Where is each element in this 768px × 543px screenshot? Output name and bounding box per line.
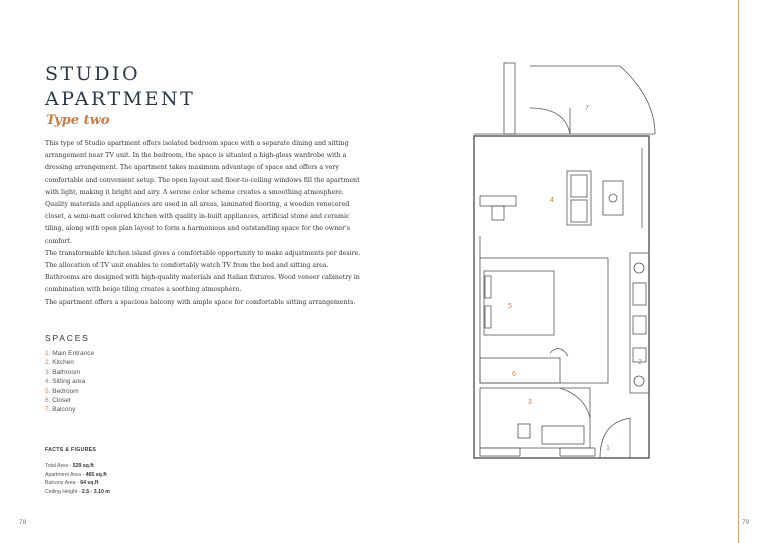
page-title bbox=[45, 62, 195, 112]
plan-label-entrance: 1 bbox=[606, 445, 610, 452]
plan-label-kitchen: 2 bbox=[638, 359, 642, 366]
title-line-1: STUDIO bbox=[45, 63, 141, 85]
description-paragraph: The apartment offers a spacious balcony with ample space for comfortable sitting arrangements. bbox=[45, 298, 356, 306]
fact-item: Balcony Area - 64 sq.ft bbox=[45, 480, 99, 487]
facts-list bbox=[45, 462, 110, 496]
fact-item: Ceiling Height - 2.5 - 3.10 m bbox=[45, 488, 110, 495]
pillow bbox=[485, 276, 491, 298]
plan-label-balcony: 7 bbox=[585, 105, 589, 112]
plan-label-closet: 6 bbox=[512, 371, 516, 378]
sofa-cushion bbox=[571, 175, 587, 197]
bedroom-room bbox=[480, 258, 608, 383]
sink bbox=[633, 316, 646, 334]
list-item: 2. Kitchen bbox=[45, 359, 74, 367]
sofa bbox=[567, 171, 591, 225]
plan-label-sitting: 4 bbox=[550, 197, 554, 204]
fact-item: Total Area - 529 sq.ft bbox=[45, 463, 94, 469]
hob bbox=[633, 283, 646, 305]
fact-item: Apartment Area - 465 sq.ft bbox=[45, 471, 107, 478]
bathroom bbox=[480, 388, 590, 448]
description-paragraph: Bathrooms are designed with high-quality materials and Italian fixtures. Wood veneer cabinetry in combination with beige tiling creates a soothing atmosphere. bbox=[45, 274, 360, 294]
desk bbox=[480, 196, 516, 206]
spaces-list bbox=[45, 349, 94, 415]
list-item: 5. Bedroom bbox=[45, 387, 79, 395]
description-text bbox=[45, 138, 363, 309]
balcony-door-swing bbox=[530, 108, 570, 134]
description-paragraph: This type of Studio apartment offers isolated bedroom space with a separate dining and sitting arrangement near TV unit. In the bedroom, the space is situated a high-gloss wardrobe with a dressing arrangement. The apartment takes maximum advantage of space and offers a very comfortable and convenient setup. The open layout and floor-to-ceiling windows fill the apartment with light, making it bright and airy. A serene color scheme creates a smoothing atmosphere. Quality materials and appliances are used in all areas, laminated flooring, a wooden venecered closet, a semi-matt colored kitchen with quality in-built appliances, artificial stone and ceramic tiling, along with open plan layout to form a harmonious and outstanding space for the owner's comfort. bbox=[45, 140, 360, 245]
floor-plan bbox=[470, 58, 670, 468]
plan-label-bathroom: 3 bbox=[528, 399, 532, 406]
bed bbox=[484, 271, 554, 335]
closet bbox=[480, 358, 560, 383]
hob-ring bbox=[634, 263, 644, 273]
sofa-cushion bbox=[571, 200, 587, 222]
title-line-2: APARTMENT bbox=[45, 88, 196, 110]
bathroom-door-swing bbox=[560, 388, 590, 418]
plan-label-bedroom: 5 bbox=[508, 303, 512, 310]
balcony-column bbox=[504, 63, 515, 134]
bathtub bbox=[542, 426, 584, 444]
list-item: 1. Main Entrance bbox=[45, 350, 95, 357]
list-item: 7. Balcony bbox=[45, 406, 76, 414]
facts-heading: FACTS & FIGURES bbox=[45, 447, 97, 453]
page-number-left: 78 bbox=[19, 519, 27, 526]
entrance-mat bbox=[480, 448, 520, 456]
page-subtitle: Type two bbox=[46, 113, 110, 128]
list-item: 6. Closet bbox=[45, 397, 71, 405]
description-paragraph: The transformable kitchen island gives a comfortable opportunity to make adjustments per desire. bbox=[45, 249, 361, 257]
balcony-outline bbox=[530, 66, 655, 134]
coffee-table bbox=[603, 181, 623, 215]
hob-ring bbox=[634, 376, 644, 386]
list-item: 3. Bathroom bbox=[45, 368, 81, 376]
entrance-door-swing bbox=[600, 418, 630, 458]
list-item: 4. Sitting area bbox=[45, 378, 86, 386]
toilet bbox=[518, 424, 530, 438]
spaces-heading: SPACES bbox=[45, 333, 90, 343]
pillow bbox=[485, 306, 491, 328]
page-number-right: 79 bbox=[742, 519, 750, 526]
page-divider-line bbox=[738, 0, 739, 543]
table-lamp bbox=[609, 194, 617, 202]
description-paragraph: The allocation of TV unit enables to comfortably watch TV from the bed and sitting area. bbox=[45, 262, 329, 270]
desk-chair bbox=[492, 206, 504, 220]
entrance-mat bbox=[560, 448, 595, 456]
nightstand-arc bbox=[550, 349, 568, 356]
